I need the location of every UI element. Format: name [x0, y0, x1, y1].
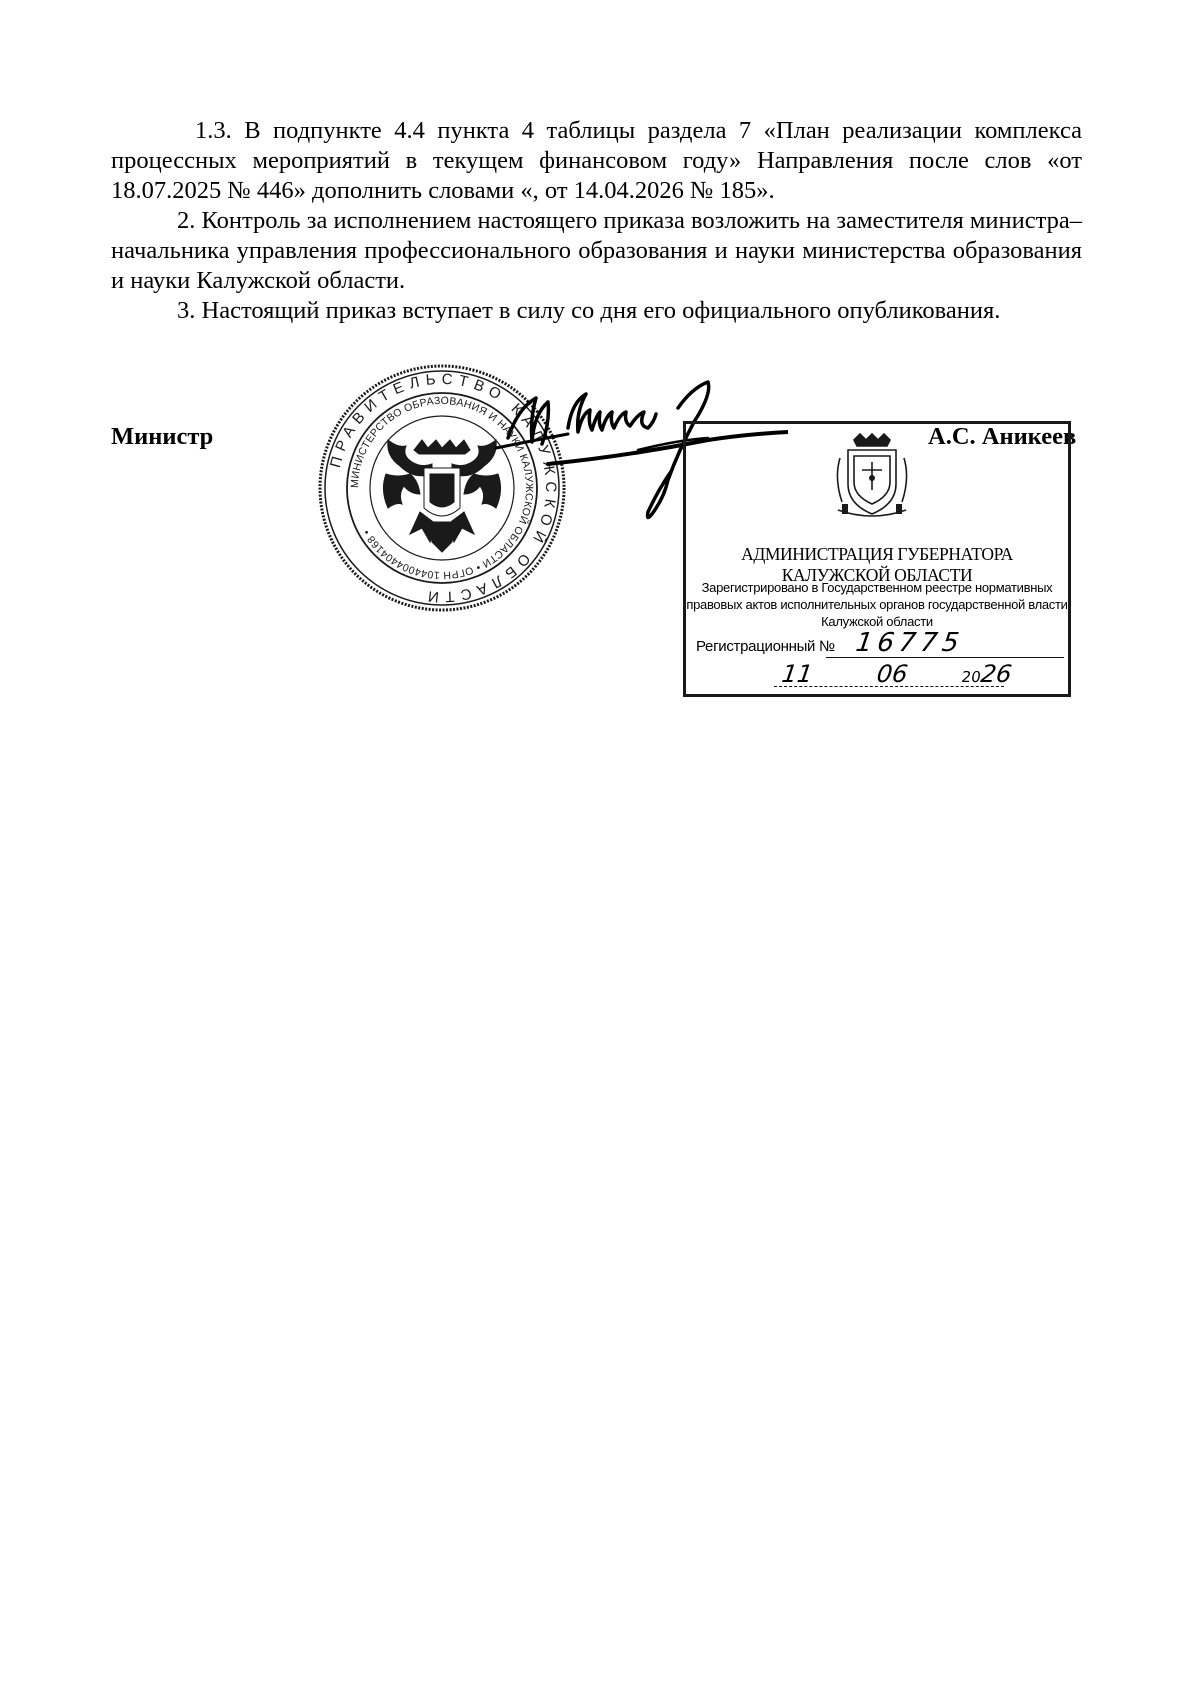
- reg-stamp-line-3: Калужской области: [821, 614, 933, 629]
- reg-date-year-suffix: 26: [979, 660, 1014, 688]
- reg-number-label: Регистрационный №: [696, 638, 835, 655]
- registration-stamp: [683, 421, 1071, 697]
- reg-number-handwritten: 16775: [853, 628, 966, 658]
- reg-stamp-title: АДМИНИСТРАЦИЯ ГУБЕРНАТОРА КАЛУЖСКОЙ ОБЛАСТИ: [741, 544, 1013, 585]
- kaluga-coat-of-arms-icon: [832, 430, 912, 522]
- paragraph-1-3: 1.3. В подпункте 4.4 пункта 4 таблицы раздела 7 «План реализации комплекса процессных мероприятий в текущем финансовом году» Направления после слов «от 18.07.2025 № 446» дополнить словами «, от 14.04.2026 № 185».: [111, 117, 1082, 204]
- paragraph-2: 2. Контроль за исполнением настоящего приказа возложить на заместителя министра–начальника управления профессионального образования и науки министерства образования и науки Калужской области.: [111, 207, 1082, 294]
- reg-stamp-line-2: правовых актов исполнительных органов государственной власти: [686, 597, 1068, 612]
- order-body-text: [111, 116, 1082, 326]
- seal-inner-text: МИНИСТЕРСТВО ОБРАЗОВАНИЯ И НАУКИ КАЛУЖСКОЙ ОБЛАСТИ • ОГРН 1044004404168 •: [348, 394, 536, 582]
- paragraph-3: 3. Настоящий приказ вступает в силу со дня его официального опубликования.: [177, 297, 1001, 324]
- reg-date-year-prefix: 20: [960, 668, 982, 686]
- signatory-name: А.С. Аникеев: [928, 423, 1077, 450]
- reg-date-month: 06: [875, 660, 910, 688]
- signatory-position: Министр: [111, 423, 214, 450]
- reg-date-day: 11: [780, 660, 815, 688]
- seal-outer-text: ПРАВИТЕЛЬСТВО КАЛУЖСКОЙ ОБЛАСТИ: [326, 370, 560, 606]
- reg-stamp-line-1: Зарегистрировано в Государственном реестре нормативных: [701, 580, 1053, 595]
